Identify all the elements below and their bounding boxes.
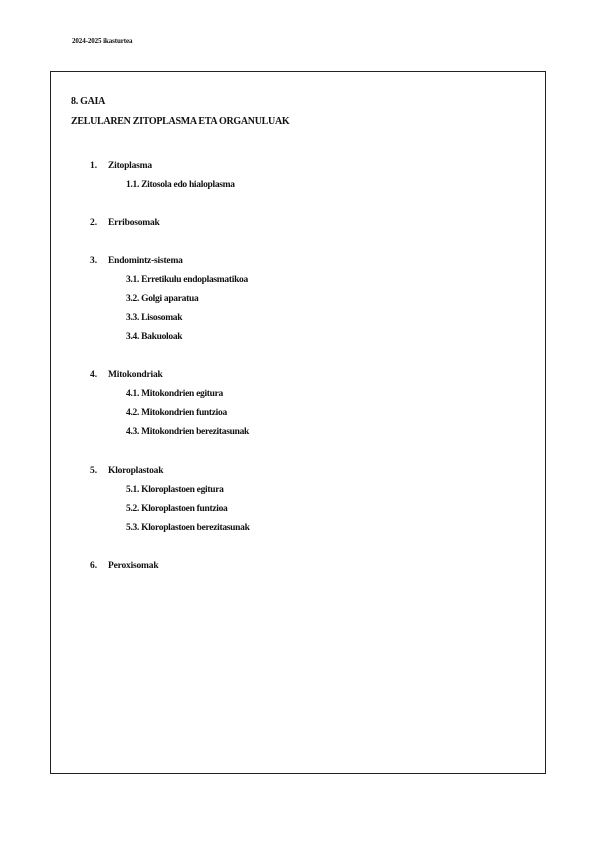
section-5-title: Kloroplastoak (108, 466, 164, 476)
subsection-1-1: 1.1. Zitosola edo hialoplasma (126, 180, 235, 190)
subsection-5-1: 5.1. Kloroplastoen egitura (126, 485, 224, 495)
section-2-number: 2. (90, 218, 98, 228)
subsection-5-3: 5.3. Kloroplastoen berezitasunak (126, 523, 250, 533)
section-1-number: 1. (90, 161, 98, 171)
section-2-title: Erribosomak (108, 218, 160, 228)
section-6-title: Peroxisomak (108, 561, 159, 571)
subsection-4-3: 4.3. Mitokondrien berezitasunak (126, 427, 250, 437)
subsection-3-3: 3.3. Lisosomak (126, 313, 183, 323)
section-3-number: 3. (90, 256, 98, 266)
subsection-4-1: 4.1. Mitokondrien egitura (126, 389, 223, 399)
subsection-3-1: 3.1. Erretikulu endoplasmatikoa (126, 275, 248, 285)
subsection-5-2: 5.2. Kloroplastoen funtzioa (126, 504, 228, 514)
section-1-title: Zitoplasma (108, 161, 152, 171)
header-year-note: 2024-2025 ikasturtea (72, 37, 133, 45)
content-frame (50, 71, 546, 774)
subsection-4-2: 4.2. Mitokondrien funtzioa (126, 408, 227, 418)
subsection-3-2: 3.2. Golgi aparatua (126, 294, 199, 304)
section-4-title: Mitokondriak (108, 370, 163, 380)
section-5-number: 5. (90, 466, 98, 476)
section-6-number: 6. (90, 561, 98, 571)
section-3-title: Endomintz-sistema (108, 256, 183, 266)
unit-title: ZELULAREN ZITOPLASMA ETA ORGANULUAK (71, 116, 290, 127)
section-4-number: 4. (90, 370, 98, 380)
unit-label: 8. GAIA (71, 96, 106, 107)
subsection-3-4: 3.4. Bakuoloak (126, 332, 183, 342)
